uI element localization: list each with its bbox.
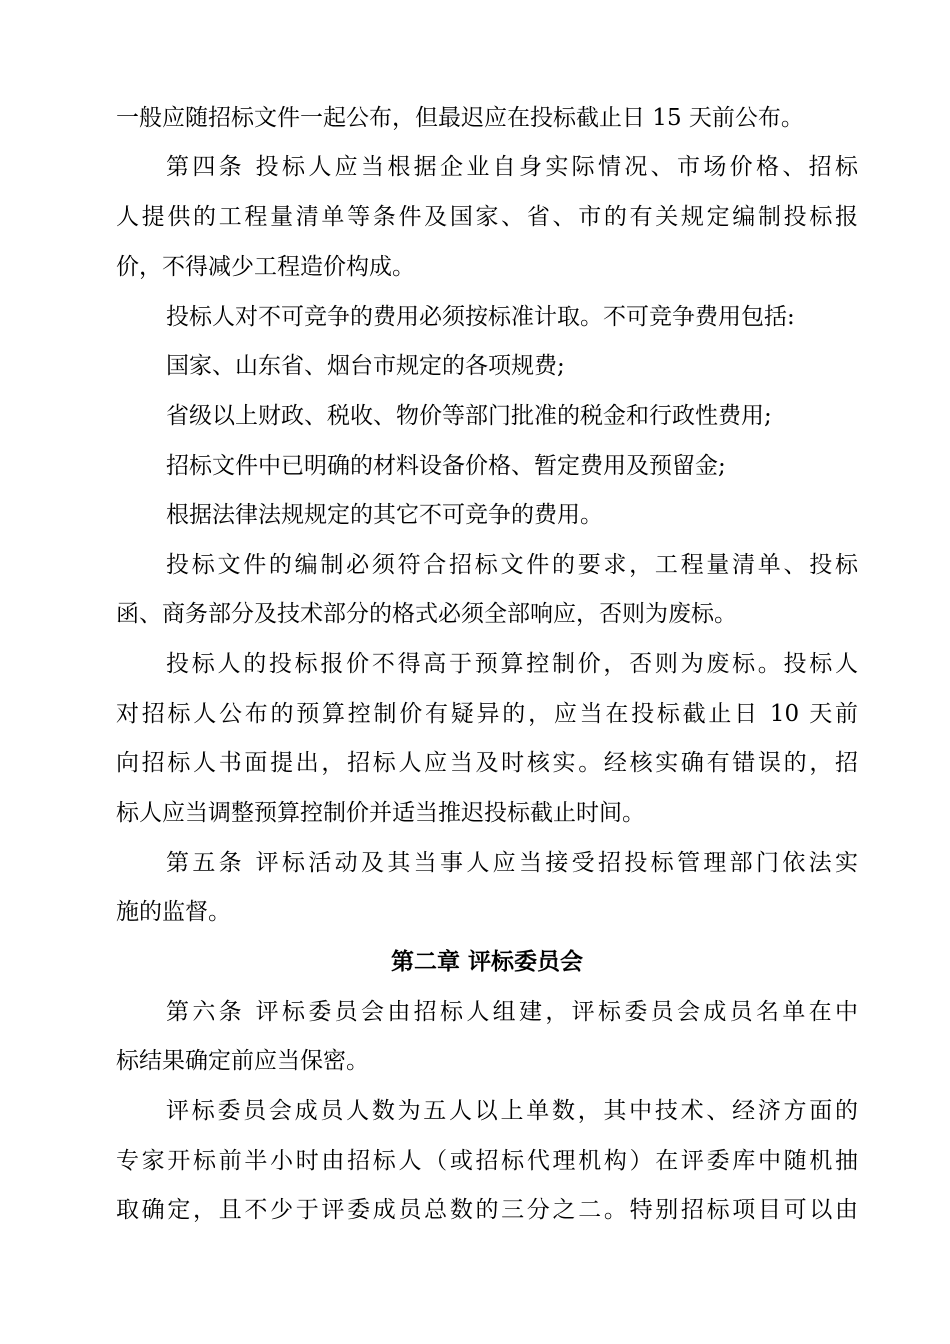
text-line-14: 向招标人书面提出，招标人应当及时核实。经核实确有错误的，招 [116,750,858,776]
text-line-6: 国家、山东省、烟台市规定的各项规费; [166,353,565,379]
text-line-10: 投标文件的编制必须符合招标文件的要求，工程量清单、投标 [166,552,858,578]
text-line-3: 人提供的工程量清单等条件及国家、省、市的有关规定编制投标报 [116,204,858,230]
text-line-22: 专家开标前半小时由招标人（或招标代理机构）在评委库中随机抽 [116,1148,858,1174]
text-line-12: 投标人的投标报价不得高于预算控制价，否则为废标。投标人 [166,651,858,677]
text-line-20: 标结果确定前应当保密。 [116,1048,369,1074]
text-line-2: 第四条 投标人应当根据企业自身实际情况、市场价格、招标 [166,154,858,180]
text-line-23: 取确定，且不少于评委成员总数的三分之二。特别招标项目可以由 [116,1197,858,1223]
chapter-heading: 第二章 评标委员会 [390,948,583,975]
text-line-4: 价，不得减少工程造价构成。 [116,254,415,280]
text-line-16: 第五条 评标活动及其当事人应当接受招投标管理部门依法实 [166,850,858,876]
text-line-11: 函、商务部分及技术部分的格式必须全部响应，否则为废标。 [116,601,737,627]
text-line-7: 省级以上财政、税收、物价等部门批准的税金和行政性费用; [166,403,772,429]
text-line-8: 招标文件中已明确的材料设备价格、暂定费用及预留金; [166,453,726,479]
text-line-19: 第六条 评标委员会由招标人组建，评标委员会成员名单在中 [166,999,858,1025]
text-line-21: 评标委员会成员人数为五人以上单数，其中技术、经济方面的 [166,1098,858,1124]
text-line-17: 施的监督。 [116,899,231,925]
text-line-13: 对招标人公布的预算控制价有疑异的，应当在投标截止日 10 天前 [116,701,858,727]
text-line-15: 标人应当调整预算控制价并适当推迟投标截止时间。 [116,800,645,826]
text-line-5: 投标人对不可竞争的费用必须按标准计取。不可竞争费用包括: [166,304,795,330]
text-line-9: 根据法律法规规定的其它不可竞争的费用。 [166,502,603,528]
text-line-1: 一般应随招标文件一起公布，但最迟应在投标截止日 15 天前公布。 [116,105,804,131]
